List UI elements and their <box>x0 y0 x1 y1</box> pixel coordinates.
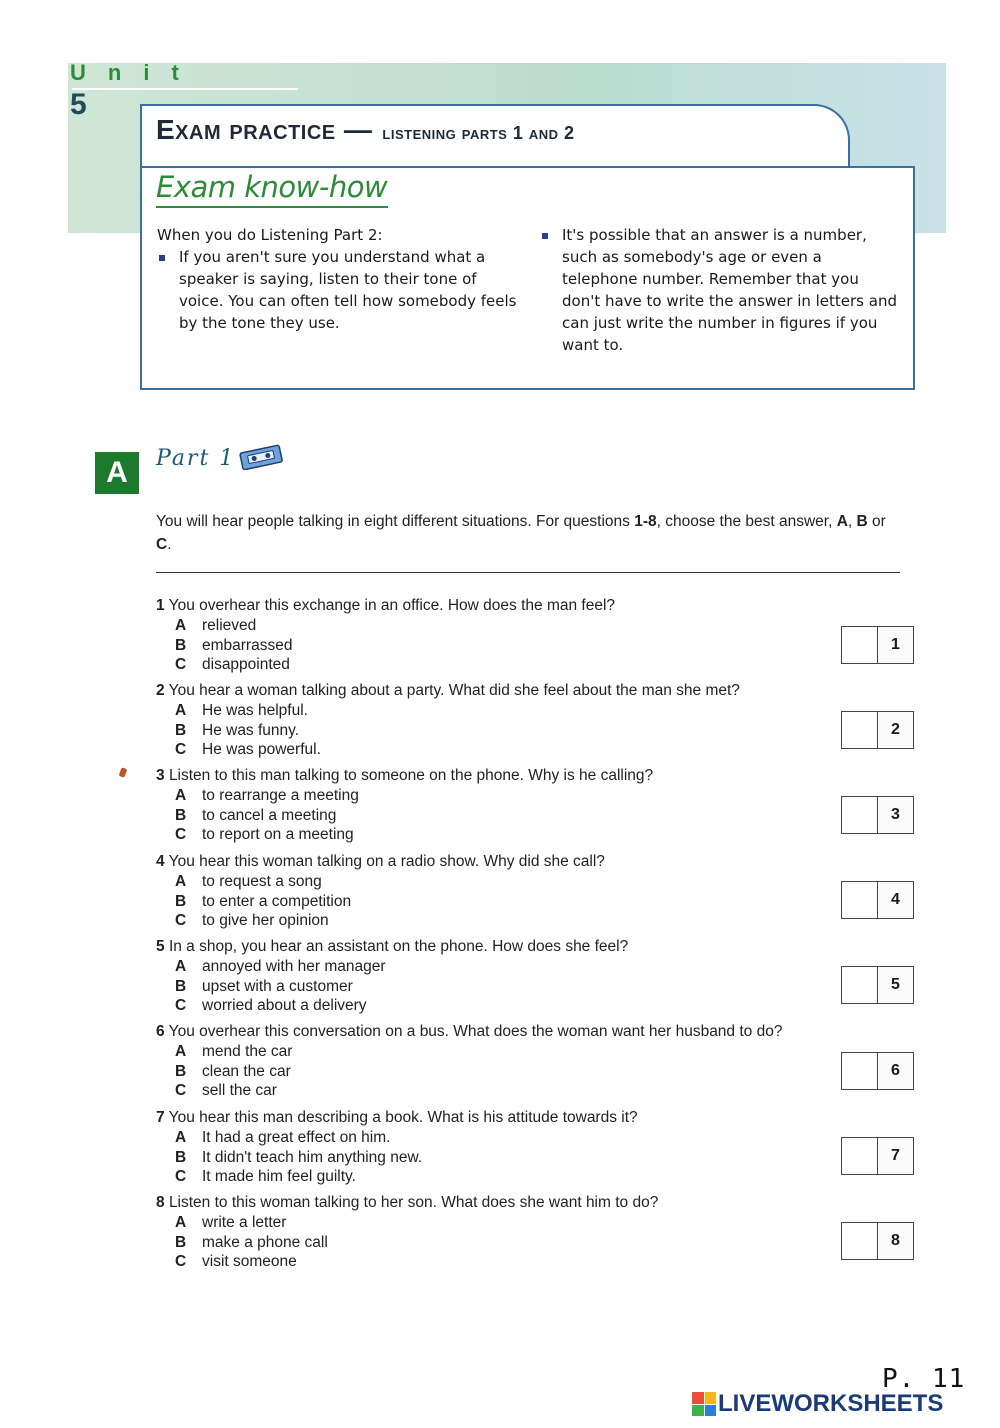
option-c: C visit someone <box>175 1253 297 1270</box>
answer-number: 2 <box>878 712 913 748</box>
option-b: B upset with a customer <box>175 977 353 995</box>
answer-input[interactable] <box>842 1223 878 1259</box>
option-c: C disappointed <box>175 656 290 673</box>
option-a: A mend the car <box>175 1043 293 1060</box>
option-c: C to give her opinion <box>175 912 329 929</box>
title-main: Exam practice — <box>156 114 373 145</box>
option-c: C to report on a meeting <box>175 826 354 843</box>
option-b: B to cancel a meeting <box>175 806 337 824</box>
answer-input[interactable] <box>842 627 878 663</box>
tips-left-column <box>157 224 517 334</box>
question <box>156 1193 876 1272</box>
answer-input[interactable] <box>842 712 878 748</box>
bullet-icon <box>542 233 548 239</box>
question-stem: 8 Listen to this woman talking to her son. What does she want him to do? <box>156 1194 659 1211</box>
option-a: A to rearrange a meeting <box>175 787 359 804</box>
tip-item <box>157 246 517 334</box>
question <box>156 1022 876 1101</box>
answer-number: 7 <box>878 1138 913 1174</box>
answer-input[interactable] <box>842 967 878 1003</box>
question-stem: 5 In a shop, you hear an assistant on the phone. How does she feel? <box>156 938 629 955</box>
option-c: C He was powerful. <box>175 741 321 758</box>
unit-label: Unit <box>70 60 201 85</box>
answer-box[interactable] <box>841 711 914 749</box>
option-a: A relieved <box>175 617 257 634</box>
option-b: B It didn't teach him anything new. <box>175 1148 423 1166</box>
tip-item <box>540 224 900 356</box>
answer-number: 3 <box>878 797 913 833</box>
part-title: Part 1 <box>156 446 236 471</box>
option-b: B make a phone call <box>175 1233 328 1251</box>
option-b: B embarrassed <box>175 636 293 654</box>
unit-number: 5 <box>70 88 87 121</box>
option-a: A write a letter <box>175 1214 287 1231</box>
question <box>156 596 876 675</box>
question-stem: 4 You hear this woman talking on a radio show. Why did she call? <box>156 853 605 870</box>
answer-box[interactable] <box>841 966 914 1004</box>
unit-rule <box>72 88 298 90</box>
answer-input[interactable] <box>842 1053 878 1089</box>
answer-box[interactable] <box>841 1222 914 1260</box>
brand-logo-icon <box>692 1392 716 1416</box>
answer-box[interactable] <box>841 626 914 664</box>
tips-intro: When you do Listening Part 2: <box>157 226 383 244</box>
know-how-underline <box>156 206 388 208</box>
answer-number: 5 <box>878 967 913 1003</box>
answer-box[interactable] <box>841 796 914 834</box>
option-b: B to enter a competition <box>175 892 352 910</box>
brand-footer <box>692 1390 943 1418</box>
title-subtitle: listening parts 1 and 2 <box>382 123 575 143</box>
question-stem: 7 You hear this man describing a book. What is his attitude towards it? <box>156 1109 638 1126</box>
option-a: A annoyed with her manager <box>175 958 386 975</box>
answer-input[interactable] <box>842 1138 878 1174</box>
page-number: P. 11 <box>882 1364 966 1394</box>
section-badge: A <box>95 452 139 494</box>
tip-text: If you aren't sure you understand what a speaker is saying, listen to their tone of voice. You can often tell how somebody feels by the tone they use. <box>179 248 517 332</box>
question <box>156 766 876 845</box>
option-a: A He was helpful. <box>175 702 308 719</box>
answer-number: 8 <box>878 1223 913 1259</box>
pen-mark <box>119 767 128 778</box>
question-stem: 6 You overhear this conversation on a bus. What does the woman want her husband to do? <box>156 1023 783 1040</box>
question-stem: 1 You overhear this exchange in an office. How does the man feel? <box>156 597 616 614</box>
option-a: A It had a great effect on him. <box>175 1129 391 1146</box>
divider <box>156 572 900 573</box>
answer-number: 1 <box>878 627 913 663</box>
answer-number: 6 <box>878 1053 913 1089</box>
brand-name: LIVEWORKSHEETS <box>718 1390 944 1417</box>
instructions: You will hear people talking in eight different situations. For questions 1-8, choose the best answer, A, B or C. <box>156 513 886 553</box>
question-stem: 2 You hear a woman talking about a party. What did she feel about the man she met? <box>156 682 740 699</box>
answer-number: 4 <box>878 882 913 918</box>
option-a: A to request a song <box>175 873 322 890</box>
option-c: C sell the car <box>175 1082 277 1099</box>
option-b: B He was funny. <box>175 721 300 739</box>
tips-right-column <box>540 224 900 356</box>
question <box>156 937 876 1016</box>
option-b: B clean the car <box>175 1062 291 1080</box>
bullet-icon <box>159 255 165 261</box>
question <box>156 852 876 931</box>
know-how-title: Exam know-how <box>156 170 388 204</box>
question-stem: 3 Listen to this man talking to someone on the phone. Why is he calling? <box>156 767 654 784</box>
option-c: C worried about a delivery <box>175 997 367 1014</box>
answer-input[interactable] <box>842 882 878 918</box>
page-title <box>156 114 575 154</box>
tip-text: It's possible that an answer is a number, such as somebody's age or even a telephone number. Remember that you don't have to write the answer in letters and can just write the number in figures if you want to. <box>562 226 897 354</box>
answer-box[interactable] <box>841 1137 914 1175</box>
question <box>156 681 876 760</box>
option-c: C It made him feel guilty. <box>175 1168 356 1185</box>
answer-input[interactable] <box>842 797 878 833</box>
cassette-icon <box>238 444 284 470</box>
answer-box[interactable] <box>841 881 914 919</box>
question <box>156 1108 876 1187</box>
answer-box[interactable] <box>841 1052 914 1090</box>
